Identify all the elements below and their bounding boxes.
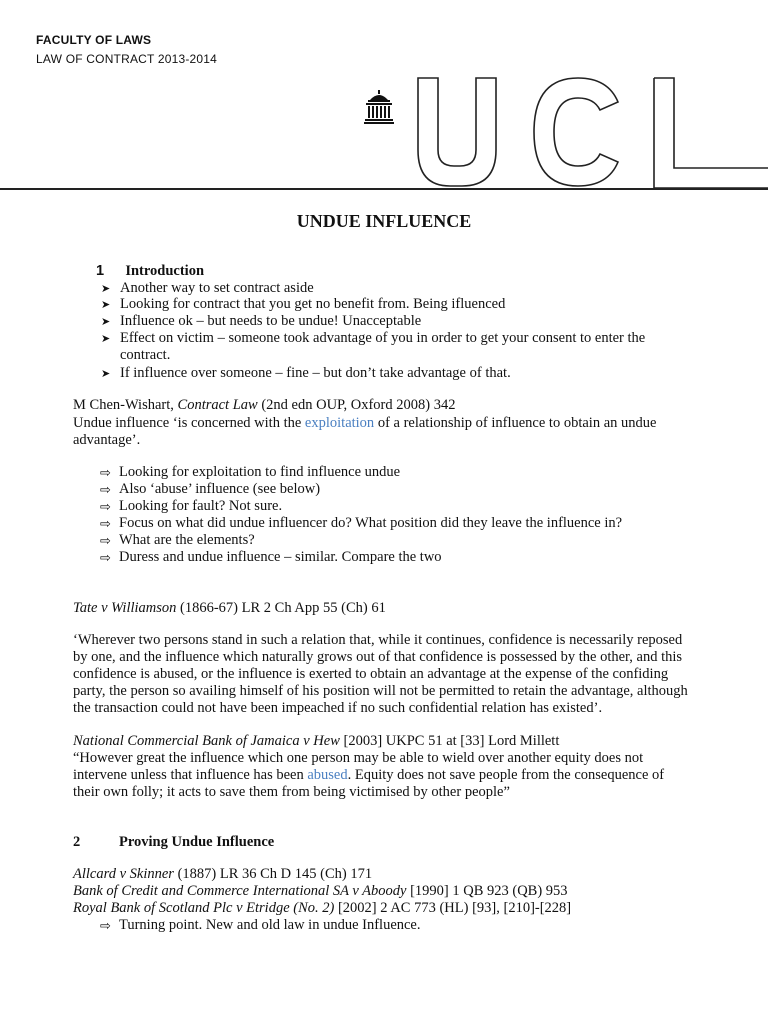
section-title: Proving Undue Influence xyxy=(119,834,275,850)
note-text: Looking for exploitation to find influence undue xyxy=(119,464,401,480)
bullet-text: Effect on victim – someone took advantage of you in order to get your consent to enter the xyxy=(120,330,646,346)
bullet-text: If influence over someone – fine – but don’t take advantage of that. xyxy=(120,365,511,381)
arrowhead-bullet-icon: ➤ xyxy=(101,299,111,311)
quote-line: ‘Wherever two persons stand in such a relation that, while it continues, confidence is necessarily reposed xyxy=(73,632,683,648)
case-citation xyxy=(73,900,571,917)
bullet-continuation: contract. xyxy=(120,347,171,363)
list-item xyxy=(100,515,623,533)
quote-line: confidence is abused, or the influence is exerted to obtain an advantage at the expense of the confiding xyxy=(73,666,669,682)
hollow-arrow-icon: ⇨ xyxy=(100,918,111,933)
hollow-arrow-icon: ⇨ xyxy=(100,499,111,514)
header-rule xyxy=(0,188,768,190)
hollow-arrow-icon: ⇨ xyxy=(100,516,111,531)
case-citation xyxy=(73,866,372,883)
section-title: Introduction xyxy=(125,263,205,279)
arrowhead-bullet-icon: ➤ xyxy=(101,368,111,380)
list-item xyxy=(100,481,321,499)
highlight-abused[interactable]: abused xyxy=(307,767,348,783)
ucl-logo xyxy=(356,47,768,195)
case-reference: (1866-67) LR 2 Ch App 55 (Ch) 61 xyxy=(176,600,386,616)
hollow-arrow-icon: ⇨ xyxy=(100,533,111,548)
case-citation xyxy=(73,733,559,750)
quote-line: by one, and the influence which naturally grows out of that confidence is possessed by the other, and this xyxy=(73,649,683,665)
case-name: National Commercial Bank of Jamaica v Hew xyxy=(73,733,340,749)
case-name: Tate v Williamson xyxy=(73,600,177,616)
faculty-label: FACULTY OF LAWS xyxy=(36,33,152,47)
case-name: Allcard v Skinner xyxy=(73,866,174,882)
list-item xyxy=(100,498,283,516)
case-reference: [1990] 1 QB 923 (QB) 953 xyxy=(406,883,568,899)
note-text: Duress and undue influence – similar. Compare the two xyxy=(119,549,442,565)
arrowhead-bullet-icon: ➤ xyxy=(101,283,111,295)
note-text: Looking for fault? Not sure. xyxy=(119,498,283,514)
case-reference: (1887) LR 36 Ch D 145 (Ch) 171 xyxy=(173,866,373,882)
list-item xyxy=(100,532,255,550)
hollow-arrow-icon: ⇨ xyxy=(100,482,111,497)
bullet-text: Looking for contract that you get no benefit from. Being ifluenced xyxy=(120,296,506,312)
book-title: Contract Law xyxy=(177,397,258,413)
list-item xyxy=(100,464,401,482)
bullet-text: Another way to set contract aside xyxy=(120,280,314,296)
hollow-arrow-icon: ⇨ xyxy=(100,465,111,480)
section-number: 2 xyxy=(73,834,81,850)
list-item xyxy=(101,313,422,331)
quote-line: their own folly; it acts to save them from being victimised by other people” xyxy=(73,784,510,800)
author: M Chen-Wishart, xyxy=(73,397,178,413)
list-item xyxy=(100,917,421,935)
case-name: Royal Bank of Scotland Plc v Etridge (No. 2) xyxy=(73,900,335,916)
case-name: Bank of Credit and Commerce International SA v Aboody xyxy=(73,883,407,899)
quote-line: intervene unless that influence has been abused. Equity does not save people from the consequence of xyxy=(73,767,665,783)
ucl-portico-icon xyxy=(364,90,394,124)
case-citation xyxy=(73,600,386,617)
note-text: Focus on what did undue influencer do? What position did they leave the influence in? xyxy=(119,515,623,531)
case-reference: [2002] 2 AC 773 (HL) [93], [210]-[228] xyxy=(334,900,572,916)
quote-line: “However great the influence which one person may be able to wield over another equity does not xyxy=(73,750,644,766)
ucl-wordmark xyxy=(356,47,768,190)
note-text: What are the elements? xyxy=(119,532,255,548)
section-2-heading xyxy=(73,834,275,851)
arrowhead-bullet-icon: ➤ xyxy=(101,333,111,345)
page-title: UNDUE INFLUENCE xyxy=(296,211,472,231)
quote-line: Undue influence ‘is concerned with the exploitation of a relationship of influence to obtain an undue xyxy=(73,415,657,431)
list-item xyxy=(101,296,506,314)
section-1-heading xyxy=(96,263,204,280)
list-item xyxy=(101,330,646,348)
arrowhead-bullet-icon: ➤ xyxy=(101,316,111,328)
highlight-exploitation[interactable]: exploitation xyxy=(304,415,375,431)
logo-text: UCL xyxy=(356,47,388,64)
list-item xyxy=(100,549,442,567)
section-number: 1 xyxy=(96,263,105,279)
book-reference: (2nd edn OUP, Oxford 2008) 342 xyxy=(257,397,456,413)
note-text: Turning point. New and old law in undue Influence. xyxy=(119,917,421,933)
course-label: LAW OF CONTRACT 2013-2014 xyxy=(36,52,218,66)
list-item xyxy=(101,365,511,383)
quote-line: the transaction could not have been impeached if no such confidential relation has existed’. xyxy=(73,700,603,716)
bullet-text: Influence ok – but needs to be undue! Unacceptable xyxy=(120,313,422,329)
note-text: Also ‘abuse’ influence (see below) xyxy=(119,481,321,497)
quote-line: advantage’. xyxy=(73,432,141,448)
case-citation xyxy=(73,883,568,900)
source-citation xyxy=(73,397,455,414)
quote-line: party, the person so availing himself of his position will not be permitted to retain the advantage, although xyxy=(73,683,688,699)
hollow-arrow-icon: ⇨ xyxy=(100,550,111,565)
case-reference: [2003] UKPC 51 at [33] Lord Millett xyxy=(339,733,560,749)
